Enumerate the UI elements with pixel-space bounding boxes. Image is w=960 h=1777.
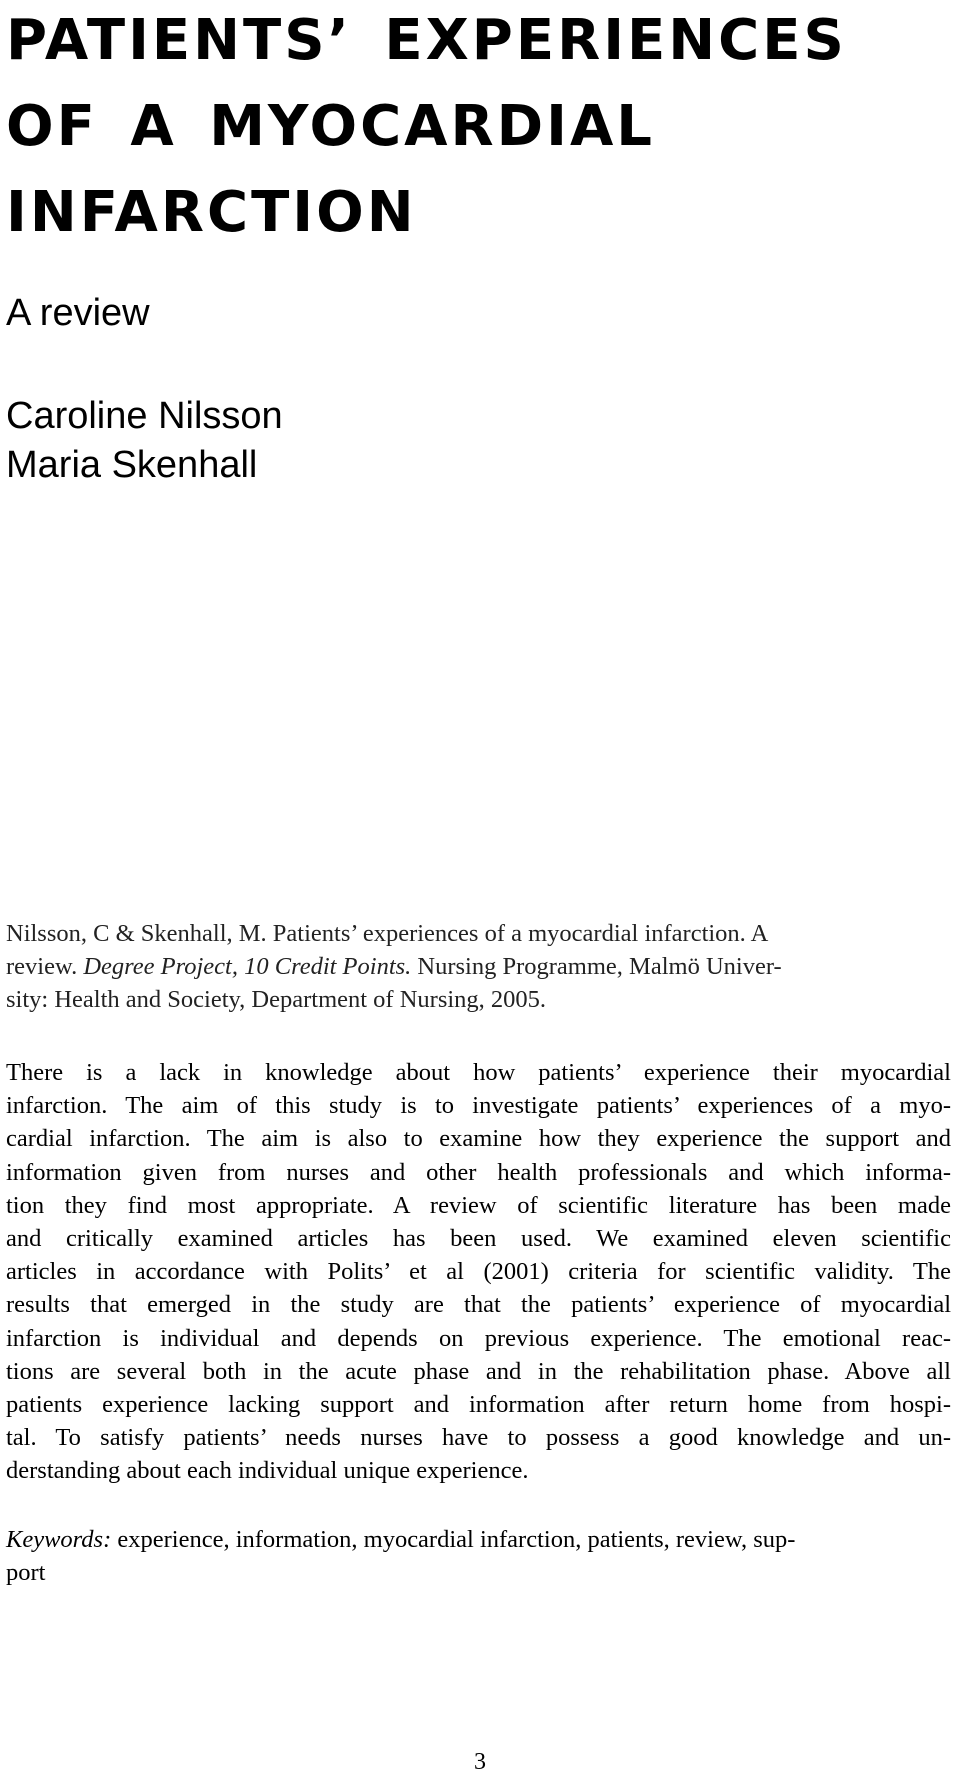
page-number: 3 [474, 1749, 486, 1775]
document-subtitle: A review [6, 292, 150, 334]
abstract-line: articles in accordance with Polits’ et al (2001) criteria for scientific validity. The [6, 1258, 951, 1286]
citation-line: Nilsson, C & Skenhall, M. Patients’ experiences of a myocardial infarction. A [6, 920, 769, 947]
citation-line: sity: Health and Society, Department of Nursing, 2005. [6, 986, 547, 1014]
keywords-line [6, 1523, 951, 1556]
title-line-2: OF A MYOCARDIAL [6, 94, 655, 159]
citation-line [6, 950, 951, 983]
abstract-line: There is a lack in knowledge about how patients’ experience their myocardial [6, 1059, 951, 1086]
abstract-line: infarction. The aim of this study is to investigate patients’ experiences of a myo- [6, 1092, 951, 1120]
citation-text: Nursing Programme, Malmö Univer- [411, 953, 782, 981]
citation-italic-text: Degree Project, 10 Credit Points. [83, 953, 412, 981]
keywords-label: Keywords: [6, 1526, 112, 1553]
abstract-line: and critically examined articles has been used. We examined eleven scientific [6, 1225, 951, 1253]
citation-text: review. [6, 953, 84, 981]
keywords-list: experience, information, myocardial infarction, patients, review, sup- [111, 1526, 796, 1553]
abstract-line: infarction is individual and depends on previous experience. The emotional reac- [6, 1324, 951, 1352]
keywords-line: port [6, 1559, 46, 1587]
abstract-line: tal. To satisfy patients’ needs nurses have to possess a good knowledge and un- [6, 1424, 951, 1452]
abstract-line: tion they find most appropriate. A review of scientific literature has been made [6, 1191, 951, 1219]
author-list [6, 392, 283, 490]
author-name: Maria Skenhall [6, 444, 258, 486]
abstract-line: tions are several both in the acute phase and in the rehabilitation phase. Above all [6, 1357, 951, 1385]
abstract-line: results that emerged in the study are that the patients’ experience of myocardial [6, 1291, 951, 1319]
abstract-line: information given from nurses and other health professionals and which informa- [6, 1158, 951, 1186]
abstract-paragraph [6, 1056, 951, 1488]
title-line-3: INFARCTION [6, 180, 417, 245]
abstract-line: patients experience lacking support and information after return home from hospi- [6, 1391, 951, 1419]
title-line-1: PATIENTS’ EXPERIENCES [6, 8, 847, 73]
keywords-paragraph [6, 1523, 951, 1589]
citation-paragraph [6, 917, 951, 1017]
abstract-line: derstanding about each individual unique experience. [6, 1457, 529, 1485]
author-name: Caroline Nilsson [6, 395, 283, 437]
abstract-line: cardial infarction. The aim is also to examine how they experience the support and [6, 1125, 951, 1153]
document-title [6, 0, 847, 256]
